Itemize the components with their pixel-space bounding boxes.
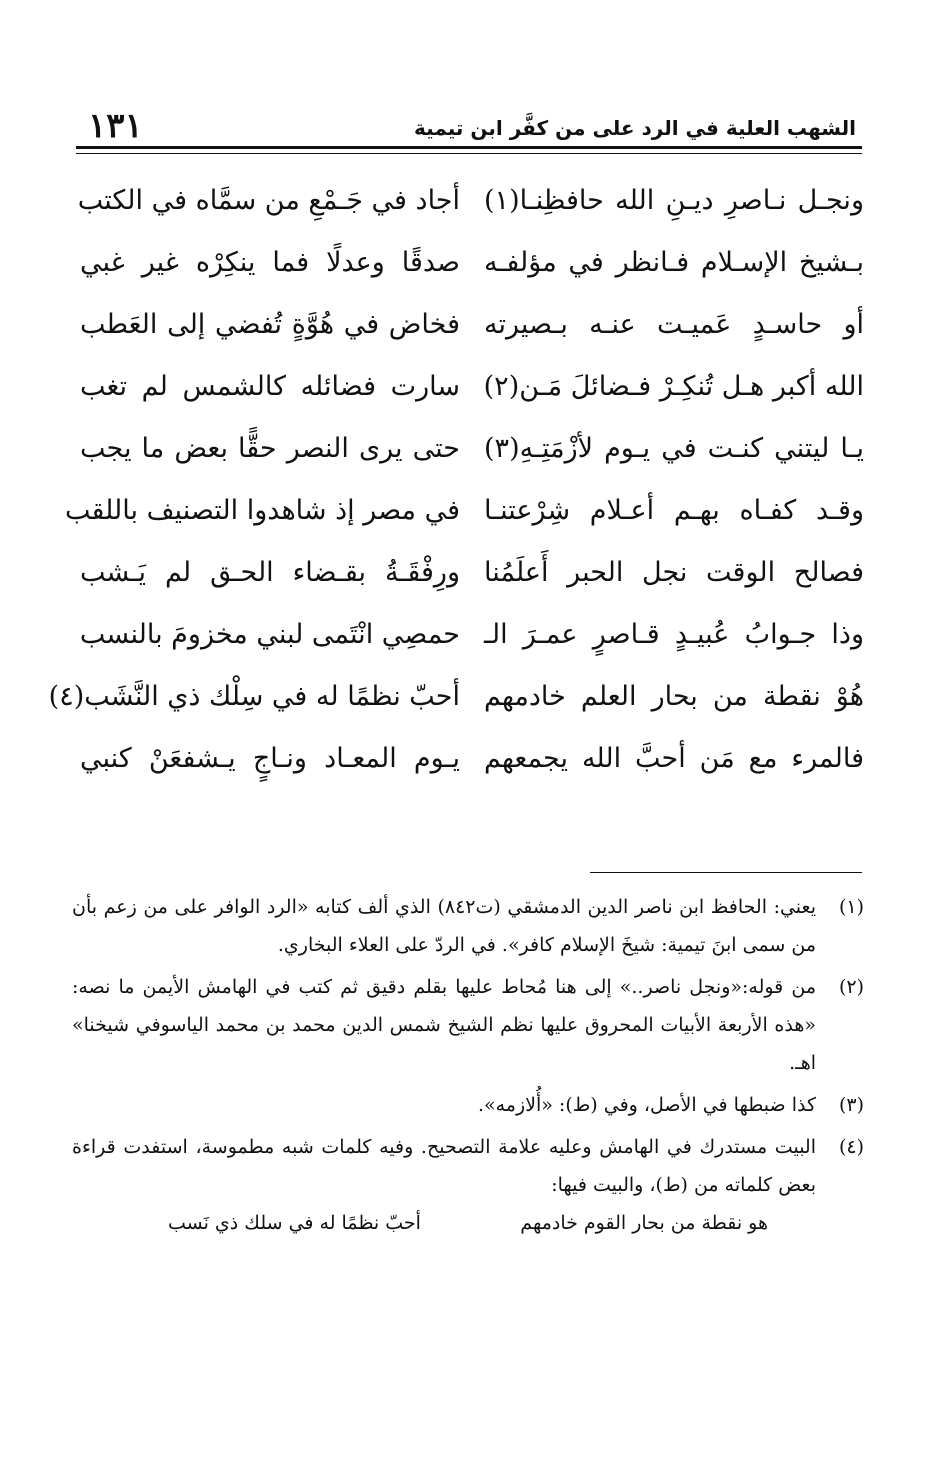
verse-second-hemistich: حمصِي انْتَمى لبني مخزومَ بالنسب: [79, 619, 460, 650]
verse-second-hemistich: حتى يرى النصر حقًّا بعض ما يجب: [80, 433, 460, 464]
verse-first-hemistich: أو حاسـدٍ عَميـت عنـه بـصيرته: [484, 309, 864, 340]
verse-second-hemistich: في مصر إذ شاهدوا التصنيف باللقب: [64, 495, 460, 526]
footnotes: [72, 888, 864, 1246]
header-rule-thick: [76, 146, 862, 149]
verse-row: [80, 294, 864, 356]
verse-first-hemistich: بـشيخ الإسـلام فـانظر في مؤلفـه: [484, 247, 864, 278]
verse-row: [77, 170, 864, 232]
verse-row: [80, 356, 864, 418]
running-header-title: الشهب العلية في الرد على من كفَّر ابن تيمية: [414, 116, 856, 140]
footnote-text: البيت مستدرك في الهامش وعليه علامة التصحيح. وفيه كلمات شبه مطموسة، استفدت قراءة بعض كلماته من (ط)، والبيت فيها:: [72, 1136, 816, 1196]
verse-row: [48, 666, 864, 728]
verse-row: [80, 728, 864, 790]
verse-second-hemistich: صدقًا وعدلًا فما ينكِرْه غير غبي: [80, 247, 460, 278]
verse-first-hemistich: يـا ليتني كنـت في يـوم لأزْمَتِـهِ(٣): [484, 433, 864, 464]
verse-row: [80, 604, 864, 666]
poem: [48, 170, 864, 790]
verse-row: [64, 480, 864, 542]
verse-second-hemistich: يـوم المعـاد ونـاجٍ يـشفعَنْ كنبي: [80, 743, 460, 774]
footnote: [72, 968, 864, 1082]
verse-first-hemistich: فالمرء مع مَن أحبَّ الله يجمعهم: [484, 743, 864, 774]
footnote-verse: [72, 1204, 816, 1242]
footnote-number: (٤): [838, 1136, 864, 1158]
verse-row: [80, 232, 864, 294]
verse-second-hemistich: فخاض في هُوَّةٍ تُفضي إلى العَطب: [80, 309, 460, 340]
footnote: [72, 888, 864, 964]
footnote-number: (٢): [838, 976, 864, 998]
footnote: [72, 1128, 864, 1242]
footnote: [72, 1086, 864, 1124]
verse-second-hemistich: سارت فضائله كالشمس لم تغب: [80, 371, 460, 402]
footnote-verse-first: هو نقطة من بحار القوم خادمهم: [520, 1212, 768, 1234]
verse-second-hemistich: ورِفْقَـةُ بقـضاء الحـق لم يَـشب: [80, 557, 460, 588]
verse-row: [80, 418, 864, 480]
verse-first-hemistich: ونجـل نـاصرِ ديـنِ الله حافظِنـا(١): [484, 185, 864, 216]
verse-first-hemistich: وذا جـوابُ عُبيـدٍ قـاصرٍ عمـرَ الـ: [484, 619, 864, 650]
verse-first-hemistich: وقـد كفـاه بهـم أعـلام شِرْعتنـا: [484, 495, 864, 526]
footnote-number: (٣): [838, 1094, 864, 1116]
page-number: ١٣١: [88, 106, 143, 146]
footnote-separator: [590, 872, 862, 873]
verse-first-hemistich: هُوْ نقطة من بحار العلم خادمهم: [484, 681, 864, 712]
verse-second-hemistich: أجاد في جَـمْعِ من سمَّاه في الكتب: [77, 185, 460, 216]
verse-first-hemistich: الله أكبر هـل تُنكِـرْ فـضائلَ مَـن(٢): [483, 371, 864, 402]
footnote-text: يعني: الحافظ ابن ناصر الدين الدمشقي (ت٨٤٢) الذي ألف كتابه «الرد الوافر على من زعم بأن من سمى ابنَ تيمية: شيخَ الإسلام كافر». في الردّ على العلاء البخاري.: [72, 896, 816, 956]
header-rule-thin: [76, 153, 862, 154]
verse-first-hemistich: فصالح الوقت نجل الحبر أَعلَمُنا: [484, 557, 864, 588]
footnote-verse-second: أحبّ نظمًا له في سلك ذي نَسب: [168, 1212, 421, 1234]
footnote-text: كذا ضبطها في الأصل، وفي (ط): «أُلازمه».: [477, 1094, 816, 1116]
footnote-text: من قوله:«ونجل ناصر..» إلى هنا مُحاط عليها بقلم دقيق ثم كتب في الهامش الأيمن ما نصه: «هذه الأربعة الأبيات المحروق عليها نظم الشيخ شمس الدين محمد بن محمد الياسوفي شيخنا» اهـ.: [72, 976, 816, 1074]
verse-second-hemistich: أحبّ نظمًا له في سِلْك ذي النَّشَب(٤): [48, 681, 460, 712]
verse-row: [80, 542, 864, 604]
footnote-number: (١): [838, 896, 864, 918]
